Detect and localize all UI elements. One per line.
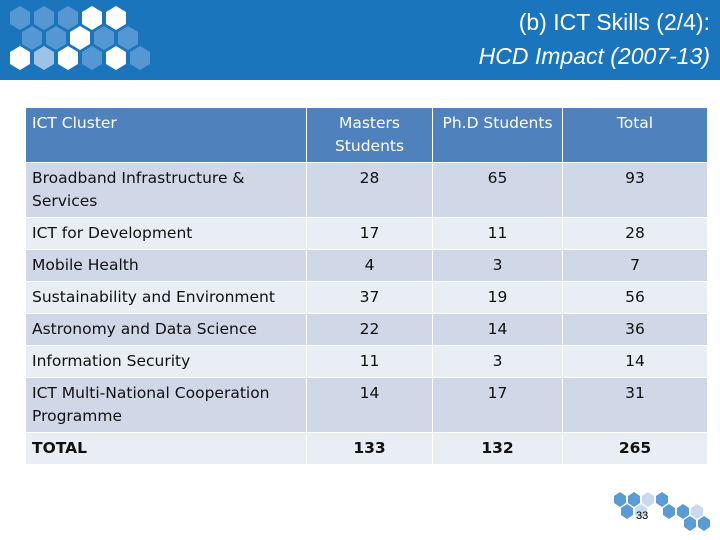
cell-phd: 3 xyxy=(433,250,563,282)
column-header-phd: Ph.D Students xyxy=(433,108,563,163)
cell-phd: 17 xyxy=(433,378,563,433)
cell-masters: 37 xyxy=(307,282,433,314)
cell-phd: 19 xyxy=(433,282,563,314)
table-row xyxy=(26,282,708,314)
cell-cluster: ICT Multi-National Cooperation Programme xyxy=(26,378,307,433)
cell-cluster: Broadband Infrastructure & Services xyxy=(26,163,307,218)
column-header-total: Total xyxy=(563,108,708,163)
cell-total: 14 xyxy=(563,346,708,378)
hexagon-pattern-icon xyxy=(0,0,170,80)
cell-phd: 14 xyxy=(433,314,563,346)
cell-masters: 17 xyxy=(307,218,433,250)
cell-masters: 4 xyxy=(307,250,433,282)
cell-cluster: Sustainability and Environment xyxy=(26,282,307,314)
hexagon-footer-icon xyxy=(608,490,718,538)
table-row xyxy=(26,346,708,378)
slide-header xyxy=(0,0,720,80)
table-row xyxy=(26,163,708,218)
cell-masters: 28 xyxy=(307,163,433,218)
cell-total-phd: 132 xyxy=(433,433,563,465)
cell-masters: 14 xyxy=(307,378,433,433)
cell-total: 31 xyxy=(563,378,708,433)
cell-total: 36 xyxy=(563,314,708,346)
cell-phd: 65 xyxy=(433,163,563,218)
table-row xyxy=(26,250,708,282)
cell-total: 56 xyxy=(563,282,708,314)
table-header-row xyxy=(26,108,708,163)
total-row xyxy=(26,433,708,465)
page-number: 33 xyxy=(636,510,649,522)
slide-subtitle: HCD Impact (2007-13) xyxy=(478,43,710,69)
cell-total: 7 xyxy=(563,250,708,282)
cell-total: 28 xyxy=(563,218,708,250)
ict-skills-table xyxy=(25,107,707,465)
cell-total: 93 xyxy=(563,163,708,218)
cell-cluster: Astronomy and Data Science xyxy=(26,314,307,346)
slide-title: (b) ICT Skills (2/4): xyxy=(518,9,710,35)
column-header-cluster: ICT Cluster xyxy=(26,108,307,163)
cell-masters: 22 xyxy=(307,314,433,346)
cell-total-label: TOTAL xyxy=(26,433,307,465)
cell-grand-total: 265 xyxy=(563,433,708,465)
cell-phd: 3 xyxy=(433,346,563,378)
table-row xyxy=(26,378,708,433)
table-row xyxy=(26,314,708,346)
cell-masters: 11 xyxy=(307,346,433,378)
cell-phd: 11 xyxy=(433,218,563,250)
cell-cluster: Mobile Health xyxy=(26,250,307,282)
column-header-masters: Masters Students xyxy=(307,108,433,163)
table-row xyxy=(26,218,708,250)
cell-cluster: Information Security xyxy=(26,346,307,378)
cell-total-masters: 133 xyxy=(307,433,433,465)
cell-cluster: ICT for Development xyxy=(26,218,307,250)
